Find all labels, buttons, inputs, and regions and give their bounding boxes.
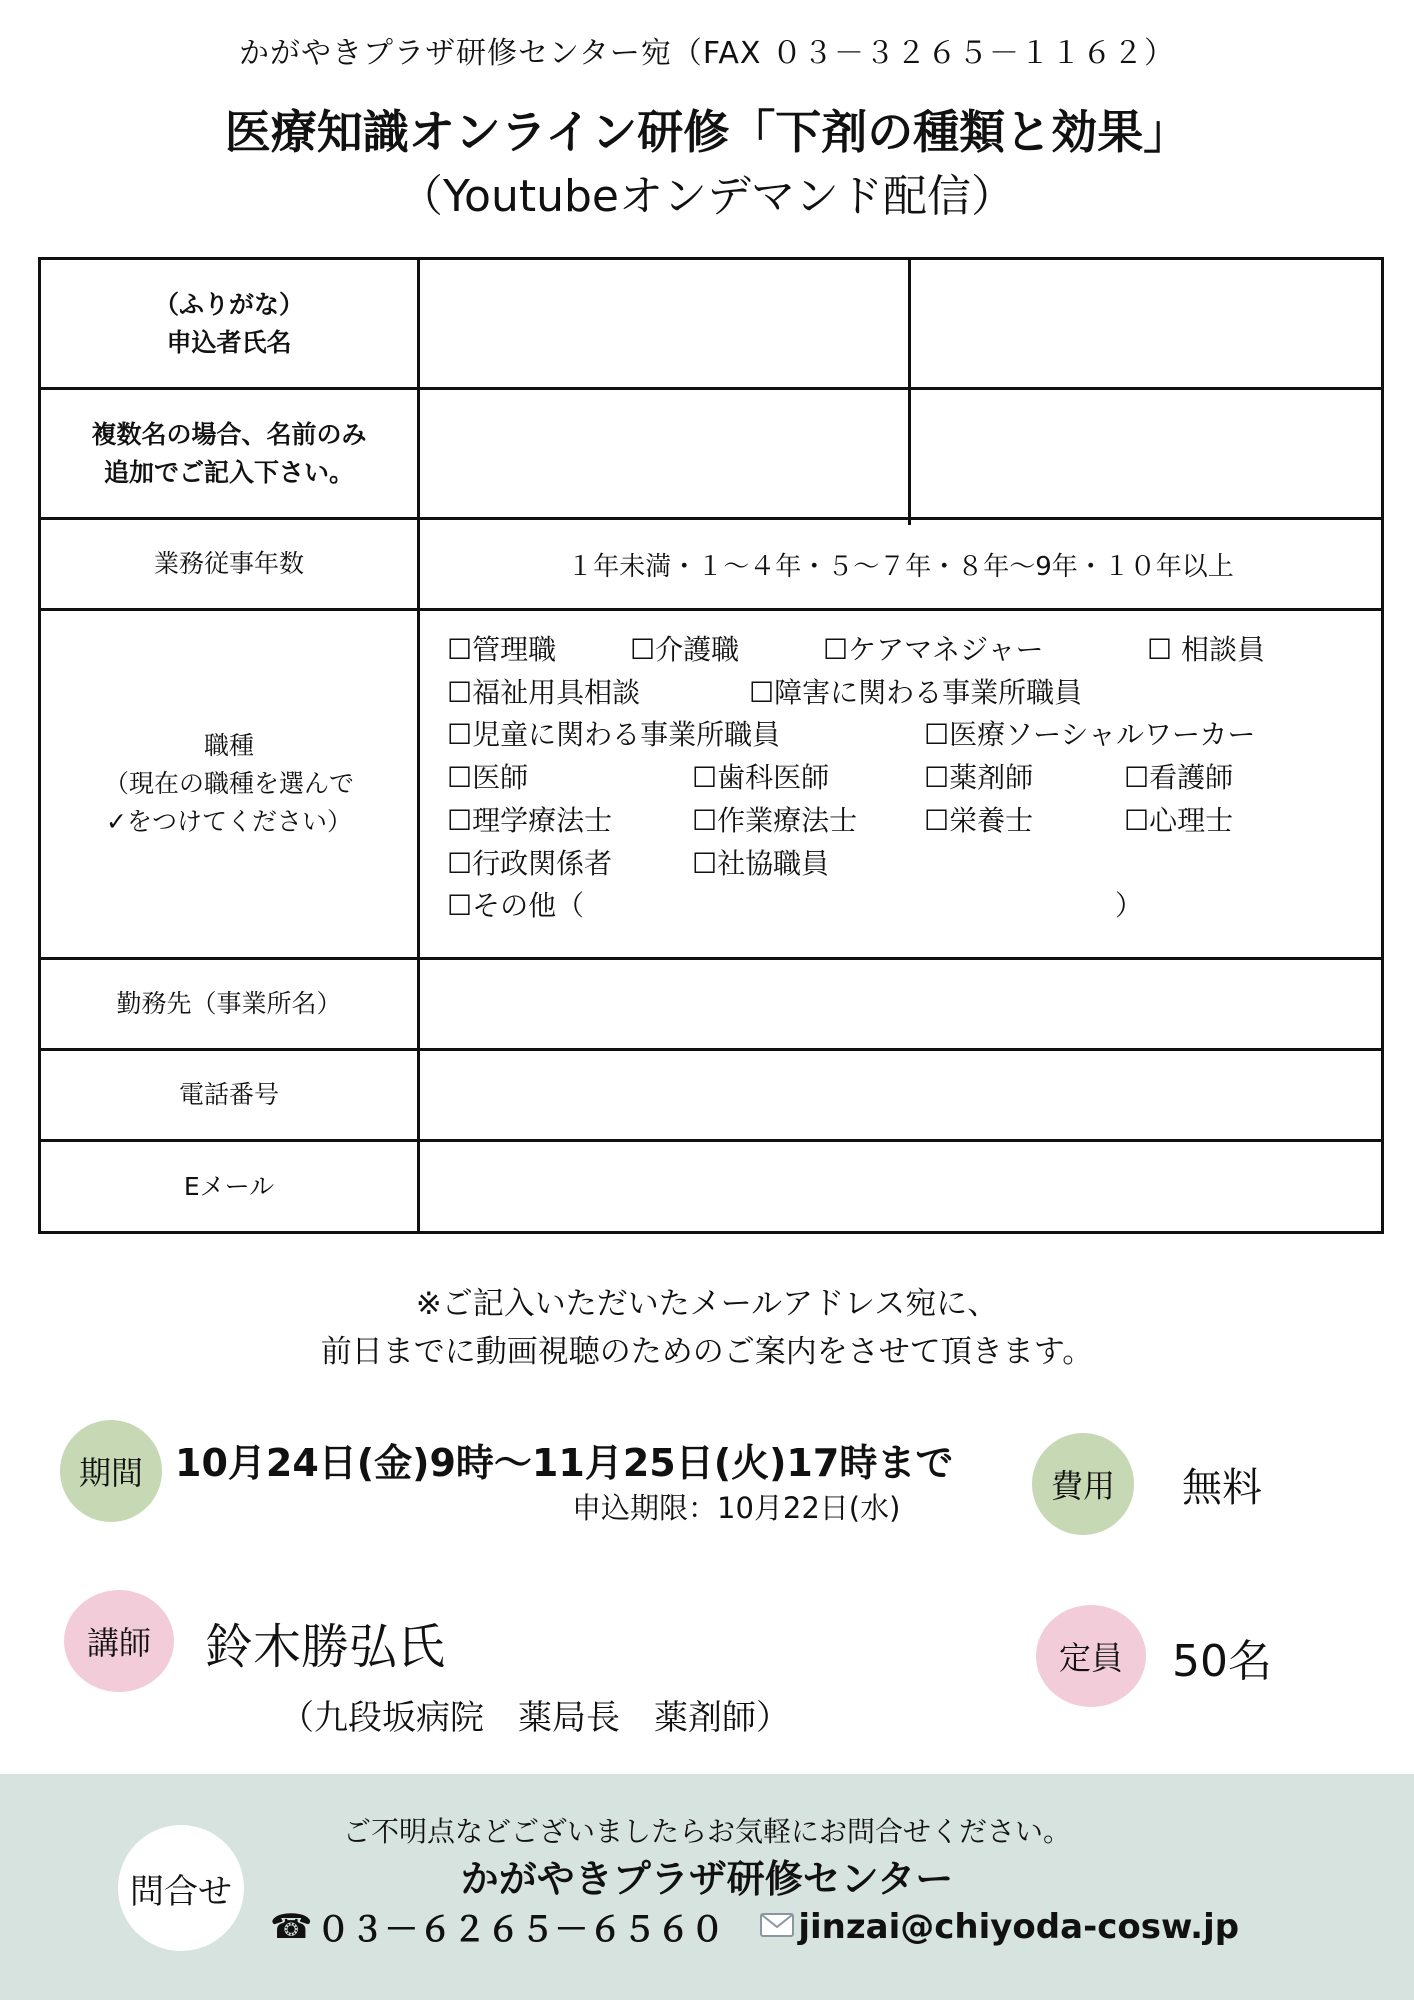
checkbox-dentist[interactable]: ☐歯科医師 (692, 761, 830, 794)
phone-icon: ☎ (270, 1906, 313, 1947)
organization-name: かがやきプラザ研修センター (460, 1857, 954, 1901)
lecturer-name: 鈴木勝弘氏 (205, 1619, 446, 1675)
checkbox-physical-therapist[interactable]: ☐理学療法士 (447, 804, 613, 837)
checkbox-counselor[interactable]: ☐ 相談員 (1147, 633, 1266, 666)
lecturer-badge: 講師 (64, 1590, 174, 1692)
other-close-paren: ） (1115, 889, 1144, 922)
capacity-value: 50名 (1172, 1636, 1272, 1687)
phone-field[interactable] (420, 1051, 1381, 1139)
contact-email[interactable]: jinzai@chiyoda-cosw.jp (798, 1906, 1240, 1947)
checkbox-nurse[interactable]: ☐看護師 (1124, 761, 1234, 794)
applicant-name-label: （ふりがな） 申込者氏名 (153, 289, 304, 357)
lecturer-affiliation: （九段坂病院 薬局長 薬剤師） (280, 1698, 790, 1738)
contact-badge: 問合せ (118, 1825, 244, 1951)
fax-destination: かがやきプラザ研修センター宛（FAX ０３－３２６５－１１６２） (239, 36, 1175, 71)
capacity-badge: 定員 (1036, 1605, 1146, 1707)
checkbox-pharmacist[interactable]: ☐薬剤師 (924, 761, 1034, 794)
checkbox-welfare-equipment[interactable]: ☐福祉用具相談 (447, 676, 641, 709)
checkbox-social-welfare-council[interactable]: ☐社協職員 (692, 847, 830, 880)
checkbox-disability-office-staff[interactable]: ☐障害に関わる事業所職員 (749, 676, 1083, 709)
additional-names-label: 複数名の場合、名前のみ 追加でご記入下さい。 (91, 419, 367, 487)
checkbox-dietitian[interactable]: ☐栄養士 (924, 804, 1034, 837)
application-deadline: 申込期限：10月22日(水) (572, 1491, 901, 1525)
page-subtitle: （Youtubeオンデマンド配信） (399, 171, 1015, 222)
occupation-checklist (420, 611, 1381, 957)
viewing-period: 10月24日(金)9時～11月25日(火)17時まで (175, 1441, 954, 1485)
email-label: Eメール (183, 1171, 275, 1201)
checkbox-medical-social-worker[interactable]: ☐医療ソーシャルワーカー (924, 718, 1256, 751)
years-of-service-options[interactable]: １年未満・１～４年・５～７年・８年～9年・１０年以上 (567, 551, 1234, 582)
checkbox-occupational-therapist[interactable]: ☐作業療法士 (692, 804, 858, 837)
application-form (38, 257, 1384, 1234)
contact-details (270, 1902, 1239, 1951)
checkbox-care-worker[interactable]: ☐介護職 (630, 633, 740, 666)
page-title: 医療知識オンライン研修「下剤の種類と効果」 (224, 105, 1190, 159)
envelope-icon (760, 1907, 794, 1947)
fee-badge: 費用 (1032, 1433, 1134, 1535)
email-notice: ※ご記入いただいたメールアドレス宛に、 前日までに動画視聴のためのご案内をさせて頂きます。 (320, 1286, 1094, 1370)
furigana-name-field-1[interactable] (420, 260, 908, 387)
checkbox-manager[interactable]: ☐管理職 (447, 633, 557, 666)
additional-name-field-1[interactable] (420, 390, 908, 517)
checkbox-government-official[interactable]: ☐行政関係者 (447, 847, 613, 880)
furigana-name-field-2[interactable] (911, 260, 1381, 387)
checkbox-other[interactable]: ☐その他（ (447, 889, 585, 922)
phone-label: 電話番号 (178, 1080, 279, 1109)
additional-name-field-2[interactable] (911, 390, 1381, 517)
workplace-label: 勤務先（事業所名） (116, 989, 342, 1018)
workplace-field[interactable] (420, 960, 1381, 1048)
checkbox-psychologist[interactable]: ☐心理士 (1124, 804, 1234, 837)
checkbox-care-manager[interactable]: ☐ケアマネジャー (823, 633, 1044, 666)
occupation-label: 職種 （現在の職種を選んで ✓をつけてください） (103, 731, 354, 836)
email-field[interactable] (420, 1142, 1381, 1231)
years-of-service-label: 業務従事年数 (153, 549, 304, 578)
checkbox-doctor[interactable]: ☐医師 (447, 761, 529, 794)
phone-number[interactable]: ０３－６２６５－６５６０ (316, 1910, 725, 1950)
checkbox-child-office-staff[interactable]: ☐児童に関わる事業所職員 (447, 718, 781, 751)
contact-note: ご不明点などございましたらお気軽にお問合せください。 (342, 1815, 1071, 1848)
fee-value: 無料 (1182, 1465, 1262, 1511)
period-badge: 期間 (60, 1420, 162, 1522)
